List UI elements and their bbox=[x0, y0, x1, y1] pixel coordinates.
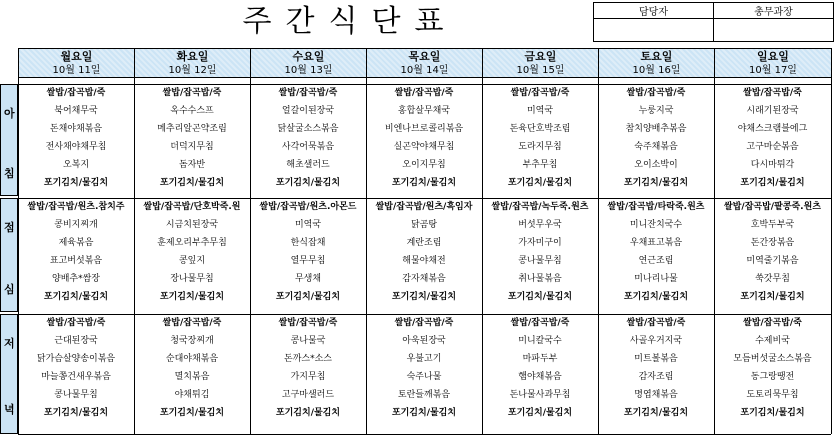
menu-item: 해초샐러드 bbox=[286, 160, 330, 170]
menu-item: 오이소박이 bbox=[634, 160, 678, 170]
menu-item: 얼갈이된장국 bbox=[281, 106, 335, 116]
menu-item: 콩나물국 bbox=[290, 336, 326, 346]
column-divider bbox=[598, 48, 599, 434]
day-header bbox=[134, 48, 251, 78]
menu-item: 연근조림 bbox=[638, 256, 674, 266]
menu-item: 비엔나브로콜리볶음 bbox=[384, 124, 464, 134]
meal-label bbox=[0, 198, 18, 312]
day-date: 10월 13일 bbox=[284, 65, 333, 76]
day-header bbox=[366, 48, 483, 78]
menu-kimchi: 포기김치/물김치 bbox=[740, 292, 805, 302]
grid-bottom-line bbox=[18, 434, 831, 435]
column-divider bbox=[831, 48, 832, 434]
day-date: 10월 16일 bbox=[632, 65, 681, 76]
menu-staple: 쌀밥/잡곡밥/죽 bbox=[626, 318, 686, 328]
menu-item: 미니칼국수 bbox=[518, 336, 562, 346]
menu-item: 버섯무우국 bbox=[518, 220, 562, 230]
menu-item: 양배추*쌈장 bbox=[52, 274, 100, 284]
menu-kimchi: 포기김치/물김치 bbox=[43, 178, 109, 188]
menu-staple: 쌀밥/잡곡밥/죽 bbox=[46, 88, 106, 98]
menu-staple: 쌀밥/잡곡밥/죽 bbox=[743, 88, 802, 98]
menu-item: 멸치볶음 bbox=[174, 372, 210, 382]
menu-item: 미트볼볶음 bbox=[634, 354, 678, 364]
menu-item: 참치양배추볶음 bbox=[625, 124, 687, 134]
menu-item: 콩나물무침 bbox=[54, 390, 98, 400]
meal-label bbox=[0, 84, 18, 196]
approval-sign-staff bbox=[594, 19, 714, 42]
menu-item: 다시마튀각 bbox=[750, 160, 795, 170]
approval-label-manager: 총무과장 bbox=[714, 3, 834, 19]
day-header bbox=[250, 48, 367, 78]
day-date: 10월 11일 bbox=[52, 65, 101, 76]
menu-item: 고구마샐러드 bbox=[281, 390, 335, 400]
menu-item: 닭곰탕 bbox=[410, 220, 438, 230]
column-divider bbox=[250, 48, 251, 434]
day-date: 10월 17일 bbox=[749, 65, 797, 76]
menu-staple: 쌀밥/잡곡밥/타락죽.원츠 bbox=[607, 202, 705, 212]
day-header bbox=[714, 48, 832, 78]
meal-label-char: 아 bbox=[4, 107, 15, 120]
menu-item: 열무무침 bbox=[290, 256, 326, 266]
menu-item: 돈채야채볶음 bbox=[49, 124, 103, 134]
menu-kimchi: 포기김치/물김치 bbox=[740, 178, 805, 188]
menu-item: 감자채볶음 bbox=[402, 274, 446, 284]
menu-kimchi: 포기김치/물김치 bbox=[275, 292, 341, 302]
menu-item: 계란조림 bbox=[406, 238, 442, 248]
menu-item: 사골우거지국 bbox=[629, 336, 683, 346]
menu-item: 마파두부 bbox=[522, 354, 558, 364]
menu-item: 가지무침 bbox=[290, 372, 326, 382]
menu-kimchi: 포기김치/물김치 bbox=[159, 408, 225, 418]
menu-kimchi: 포기김치/물김치 bbox=[507, 178, 573, 188]
menu-item: 닭살굴소스볶음 bbox=[277, 124, 339, 134]
menu-item: 도토리묵무침 bbox=[746, 390, 799, 400]
menu-kimchi: 포기김치/물김치 bbox=[43, 408, 109, 418]
menu-item: 오복지 bbox=[62, 160, 90, 170]
menu-item: 콩나물무침 bbox=[518, 256, 562, 266]
menu-kimchi: 포기김치/물김치 bbox=[159, 178, 225, 188]
meal-divider bbox=[18, 198, 831, 199]
menu-item: 수제비국 bbox=[755, 336, 790, 346]
menu-staple: 쌀밥/잡곡밥/죽 bbox=[278, 318, 338, 328]
approval-label-staff: 담당자 bbox=[594, 3, 714, 19]
menu-item: 가자미구이 bbox=[518, 238, 562, 248]
menu-staple: 쌀밥/잡곡밥/죽 bbox=[394, 88, 454, 98]
menu-item: 호박두부국 bbox=[750, 220, 795, 230]
menu-staple: 쌀밥/잡곡밥/죽 bbox=[510, 318, 570, 328]
menu-item: 미나리나물 bbox=[634, 274, 678, 284]
menu-item: 숙주나물 bbox=[406, 372, 442, 382]
menu-item: 누룽지국 bbox=[638, 106, 674, 116]
menu-item: 오이지무침 bbox=[402, 160, 446, 170]
menu-kimchi: 포기김치/물김치 bbox=[507, 408, 573, 418]
meal-divider bbox=[18, 314, 831, 315]
day-name: 월요일 bbox=[60, 50, 93, 63]
menu-item: 사각어묵볶음 bbox=[281, 142, 335, 152]
menu-item: 콩잎지 bbox=[178, 256, 206, 266]
menu-item: 돔자반 bbox=[178, 160, 206, 170]
day-name: 금요일 bbox=[524, 50, 557, 63]
day-name: 목요일 bbox=[408, 50, 441, 63]
day-name: 화요일 bbox=[176, 50, 209, 63]
menu-staple: 쌀밥/잡곡밥/죽 bbox=[278, 88, 338, 98]
meal-label-char: 침 bbox=[4, 167, 15, 180]
menu-staple: 쌀밥/잡곡밥/원츠.참치주 bbox=[27, 202, 125, 212]
menu-item: 부추무침 bbox=[522, 160, 558, 170]
menu-item: 토란들깨볶음 bbox=[397, 390, 451, 400]
menu-item: 청국장찌개 bbox=[170, 336, 214, 346]
column-divider bbox=[18, 48, 19, 434]
menu-kimchi: 포기김치/물김치 bbox=[275, 408, 341, 418]
menu-staple: 쌀밥/잡곡밥/원츠.아몬드 bbox=[259, 202, 357, 212]
menu-item: 야채튀김 bbox=[174, 390, 210, 400]
menu-item: 표고버섯볶음 bbox=[49, 256, 103, 266]
menu-item: 훈제오리부추무침 bbox=[157, 238, 227, 248]
meal-label bbox=[0, 314, 18, 434]
menu-item: 무생채 bbox=[294, 274, 322, 284]
menu-item: 미역국 bbox=[294, 220, 322, 230]
menu-item: 순대야채볶음 bbox=[165, 354, 219, 364]
day-header bbox=[18, 48, 135, 78]
menu-item: 근대된장국 bbox=[54, 336, 98, 346]
menu-item: 미역줄기볶음 bbox=[746, 256, 799, 266]
menu-kimchi: 포기김치/물김치 bbox=[507, 292, 573, 302]
day-date: 10월 15일 bbox=[516, 65, 565, 76]
menu-item: 마늘쫑건새우볶음 bbox=[41, 372, 111, 382]
menu-kimchi: 포기김치/물김치 bbox=[159, 292, 225, 302]
day-name: 수요일 bbox=[292, 50, 325, 63]
menu-item: 돈나물사과무침 bbox=[509, 390, 571, 400]
menu-item: 모듬버섯굴소스볶음 bbox=[733, 354, 812, 364]
menu-kimchi: 포기김치/물김치 bbox=[740, 408, 805, 418]
menu-kimchi: 포기김치/물김치 bbox=[391, 178, 457, 188]
meal-label-char: 저 bbox=[4, 337, 15, 350]
column-divider bbox=[134, 48, 135, 434]
menu-kimchi: 포기김치/물김치 bbox=[391, 292, 457, 302]
meal-label-char: 점 bbox=[4, 221, 15, 234]
menu-kimchi: 포기김치/물김치 bbox=[391, 408, 457, 418]
menu-item: 미역국 bbox=[526, 106, 554, 116]
menu-staple: 쌀밥/잡곡밥/죽 bbox=[626, 88, 686, 98]
menu-item: 메추리알곤약조림 bbox=[157, 124, 227, 134]
menu-kimchi: 포기김치/물김치 bbox=[623, 408, 689, 418]
menu-staple: 쌀밥/잡곡밥/죽 bbox=[743, 318, 802, 328]
menu-staple: 쌀밥/잡곡밥/죽 bbox=[162, 88, 222, 98]
menu-item: 돈간장볶음 bbox=[750, 238, 795, 248]
approval-sign-manager bbox=[714, 19, 834, 42]
day-name: 일요일 bbox=[757, 50, 789, 63]
menu-item: 우불고기 bbox=[406, 354, 442, 364]
menu-item: 도라지무침 bbox=[518, 142, 562, 152]
menu-item: 시금치된장국 bbox=[165, 220, 219, 230]
menu-staple: 쌀밥/잡곡밥/죽 bbox=[46, 318, 106, 328]
menu-staple: 쌀밥/잡곡밥/죽 bbox=[162, 318, 222, 328]
menu-item: 콩비지찌개 bbox=[54, 220, 98, 230]
menu-item: 제육볶음 bbox=[58, 238, 94, 248]
menu-kimchi: 포기김치/물김치 bbox=[275, 178, 341, 188]
menu-staple: 쌀밥/잡곡밥/원츠/흑임자 bbox=[375, 202, 473, 212]
menu-item: 더덕지무침 bbox=[170, 142, 214, 152]
menu-item: 숙주채볶음 bbox=[634, 142, 678, 152]
day-date: 10월 12일 bbox=[168, 65, 217, 76]
menu-item: 감자조림 bbox=[638, 372, 674, 382]
menu-item: 북어채무국 bbox=[54, 106, 98, 116]
menu-item: 명엽채볶음 bbox=[634, 390, 678, 400]
menu-item: 취나물볶음 bbox=[518, 274, 562, 284]
menu-staple: 쌀밥/잡곡밥/팥콩죽.원츠 bbox=[724, 202, 821, 212]
menu-item: 장나물무침 bbox=[170, 274, 214, 284]
menu-kimchi: 포기김치/물김치 bbox=[623, 178, 689, 188]
column-divider bbox=[714, 48, 715, 434]
day-header bbox=[598, 48, 715, 78]
menu-kimchi: 포기김치/물김치 bbox=[43, 292, 109, 302]
menu-item: 홍합살무채국 bbox=[397, 106, 451, 116]
meal-label-char: 심 bbox=[4, 283, 15, 296]
menu-item: 실곤약야채무침 bbox=[393, 142, 455, 152]
menu-staple: 쌀밥/잡곡밥/녹두죽.원츠 bbox=[491, 202, 589, 212]
menu-kimchi: 포기김치/물김치 bbox=[623, 292, 689, 302]
menu-item: 돈까스*소스 bbox=[284, 354, 332, 364]
menu-item: 한식잡채 bbox=[290, 238, 326, 248]
menu-item: 해물야채전 bbox=[402, 256, 446, 266]
menu-item: 쑥갓무침 bbox=[755, 274, 790, 284]
approval-box bbox=[593, 2, 834, 42]
day-header bbox=[482, 48, 599, 78]
day-date: 10월 14일 bbox=[400, 65, 449, 76]
menu-item: 닭가슴살양송이볶음 bbox=[36, 354, 116, 364]
menu-item: 아욱된장국 bbox=[402, 336, 446, 346]
menu-item: 우채표고볶음 bbox=[629, 238, 683, 248]
page-title: 주간식단표 bbox=[242, 4, 458, 39]
menu-item: 미니잔치국수 bbox=[629, 220, 683, 230]
menu-item: 옥수수스프 bbox=[170, 106, 214, 116]
menu-item: 시래기된장국 bbox=[746, 106, 799, 116]
menu-item: 동그랑땡전 bbox=[750, 372, 795, 382]
column-divider bbox=[482, 48, 483, 434]
menu-item: 야채스크램블에그 bbox=[737, 124, 808, 134]
menu-staple: 쌀밥/잡곡밥/단호박죽.원 bbox=[143, 202, 241, 212]
meal-divider bbox=[18, 84, 831, 85]
menu-item: 고구마순볶음 bbox=[746, 142, 799, 152]
menu-staple: 쌀밥/잡곡밥/죽 bbox=[394, 318, 454, 328]
menu-item: 돈육단호박조림 bbox=[509, 124, 571, 134]
meal-label-char: 녁 bbox=[4, 403, 15, 416]
column-divider bbox=[366, 48, 367, 434]
menu-item: 전사채야채무침 bbox=[45, 142, 107, 152]
day-name: 토요일 bbox=[640, 50, 673, 63]
menu-staple: 쌀밥/잡곡밥/죽 bbox=[510, 88, 570, 98]
menu-item: 햄야채볶음 bbox=[518, 372, 562, 382]
